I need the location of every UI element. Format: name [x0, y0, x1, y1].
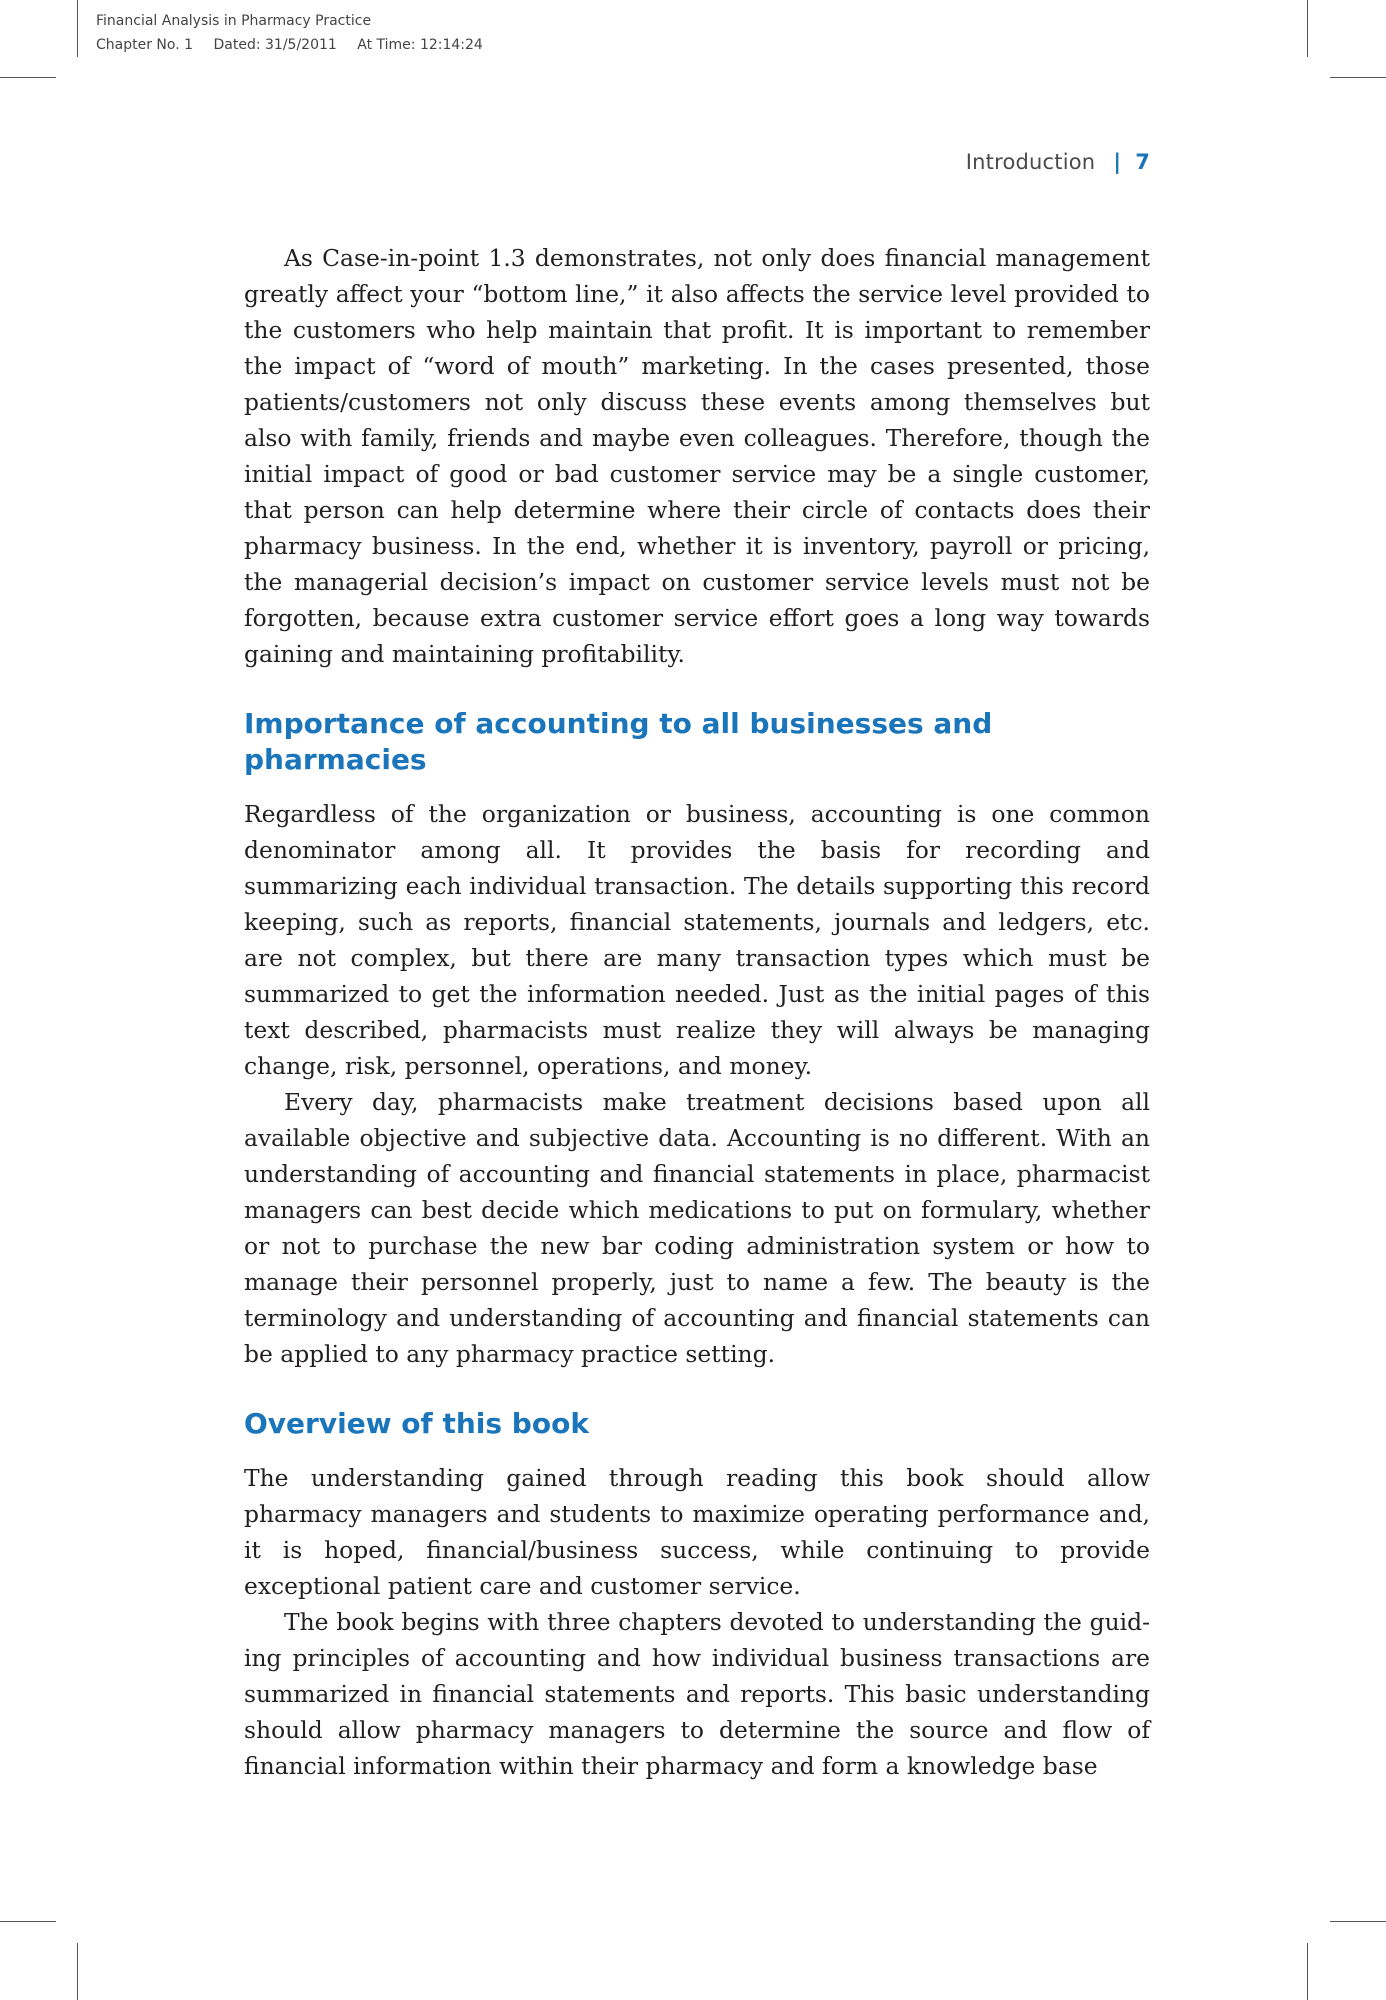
- crop-mark-bottom-left-vertical: [77, 1943, 78, 2000]
- page-body: [244, 240, 1150, 1784]
- paragraph-case-in-point: As Case-in-point 1.3 demonstrates, not only does financial management greatly affect your “bottom line,” it also affects the service level provided to the customers who help maintain that profit. It is important to remember the impact of “word of mouth” marketing. In the cases presented, those patients/customers not only discuss these events among themselves but also with family, friends and maybe even colleagues. Therefore, though the initial impact of good or bad customer service may be a single customer, that person can help determine where their circle of contacts does their pharmacy business. In the end, whether it is inventory, payroll or pricing, the managerial decision’s impact on customer service levels must not be forgotten, because extra customer service effort goes a long way towards gaining and maintaining profitability.: [244, 244, 1150, 668]
- slug-dated: Dated: 31/5/2011: [213, 37, 337, 53]
- crop-mark-bottom-right-horizontal: [1330, 1921, 1386, 1922]
- slug-time: At Time: 12:14:24: [357, 37, 483, 53]
- running-head-separator: |: [1113, 150, 1122, 174]
- crop-mark-top-left-horizontal: [0, 77, 56, 78]
- slug-meta: [96, 33, 499, 57]
- print-slug: [96, 9, 499, 57]
- crop-mark-bottom-left-horizontal: [0, 1921, 56, 1922]
- paragraph-book-begins: The book begins with three chapters devoted to understanding the guiding principles of accounting and how individual business transactions are summarized in financial statements and reports. This basic understanding should allow pharmacy managers to determine the source and flow of financial information within their pharmacy and form a knowledge base: [244, 1608, 1150, 1780]
- heading-importance-of-accounting: Importance of accounting to all businesses and pharmacies: [244, 707, 993, 776]
- heading-overview-of-book: Overview of this book: [244, 1407, 589, 1440]
- paragraph-understanding-gained: The understanding gained through reading this book should allow pharmacy managers and students to maximize operating performance and, it is hoped, financial/business success, while continuing to provide exceptional patient care and customer service.: [244, 1464, 1150, 1600]
- slug-chapter: Chapter No. 1: [96, 37, 194, 53]
- crop-mark-top-right-horizontal: [1330, 77, 1386, 78]
- crop-mark-top-right-vertical: [1307, 0, 1308, 57]
- crop-mark-bottom-right-vertical: [1307, 1943, 1308, 2000]
- paragraph-treatment-decisions: Every day, pharmacists make treatment decisions based upon all available objective and subjective data. Accounting is no different. With an understanding of accounting and financial statements in place, pharmacist managers can best decide which medications to put on formulary, whether or not to purchase the new bar coding administration system or how to manage their personnel properly, just to name a few. The beauty is the terminology and understanding of accounting and financial statements can be applied to any pharmacy practice setting.: [244, 1088, 1150, 1368]
- paragraph-accounting-common-denominator: Regardless of the organization or business, accounting is one common denominator among all. It provides the basis for recording and summarizing each individual transaction. The details supporting this record keeping, such as reports, financial statements, journals and ledgers, etc. are not complex, but there are many transaction types which must be summarized to get the information needed. Just as the initial pages of this text described, pharmacists must realize they will always be managing change, risk, personnel, operations, and money.: [244, 800, 1150, 1080]
- running-head-section: Introduction: [965, 150, 1096, 174]
- crop-mark-top-left-vertical: [77, 0, 78, 57]
- running-head: [966, 150, 1150, 174]
- page-number: 7: [1135, 150, 1150, 174]
- slug-title: Financial Analysis in Pharmacy Practice: [96, 13, 372, 29]
